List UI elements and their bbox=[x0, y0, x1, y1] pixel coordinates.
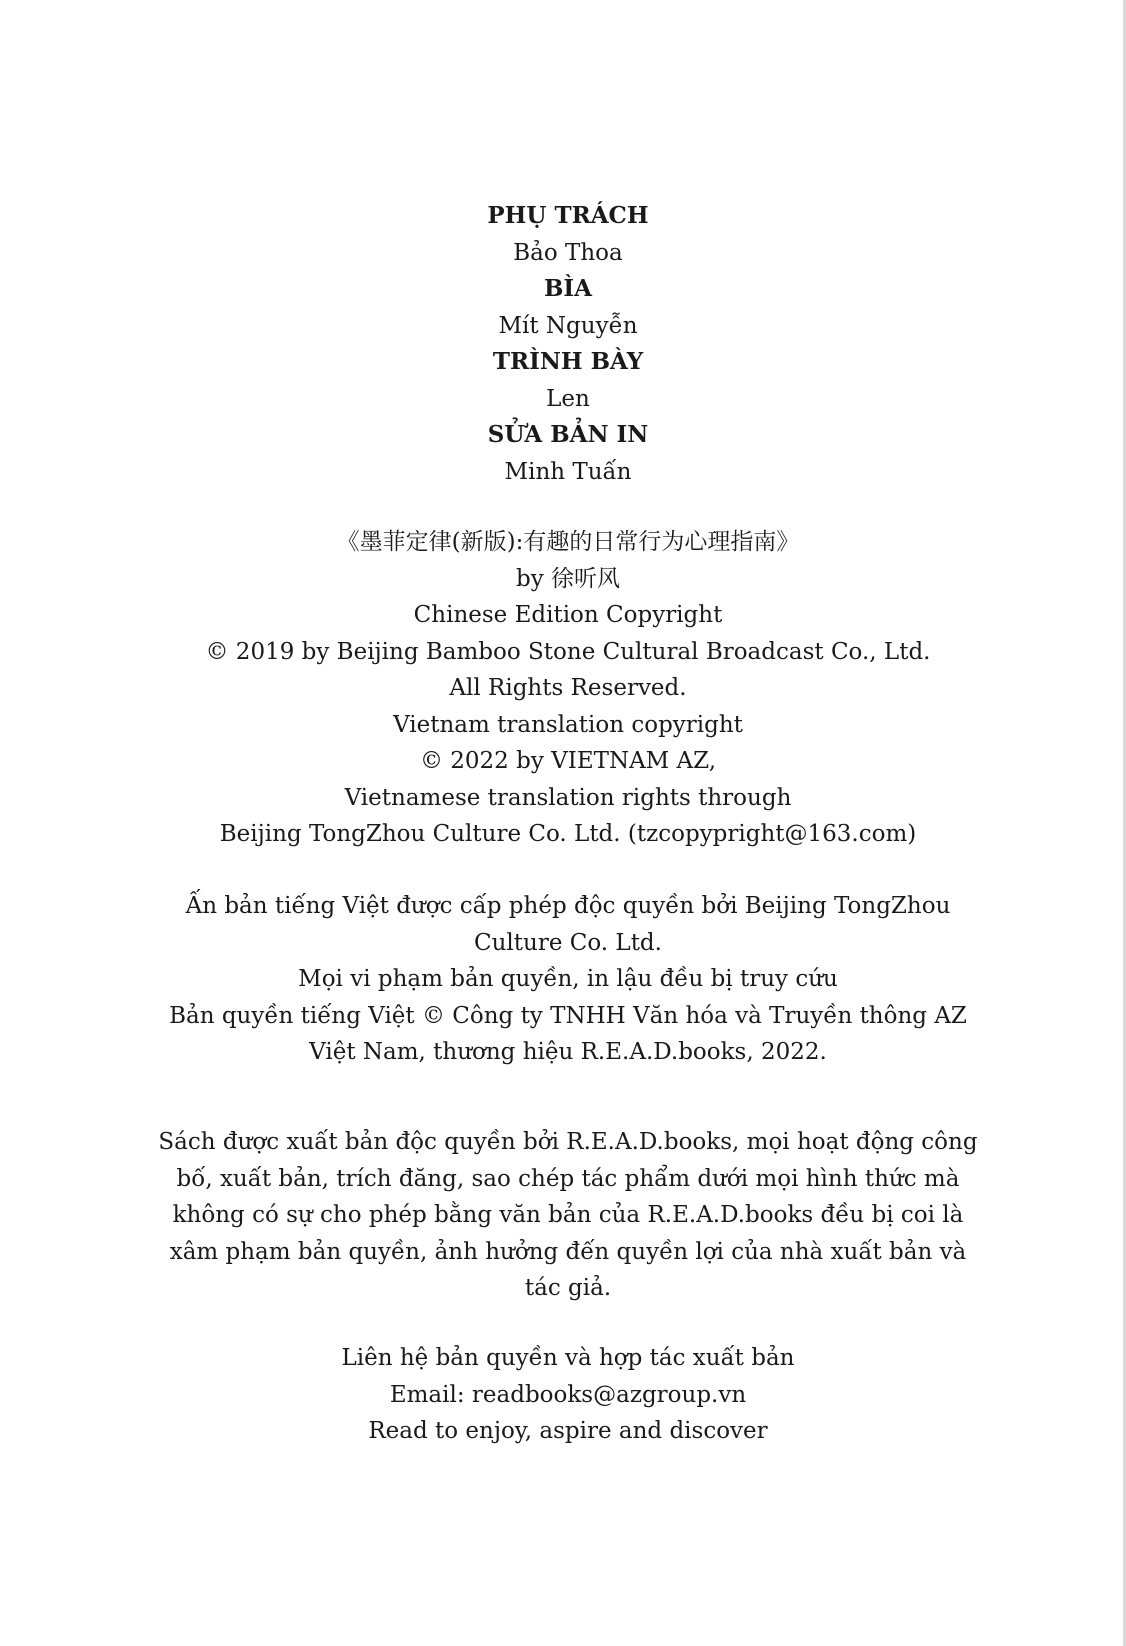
notice-line: Sách được xuất bản độc quyền bởi R.E.A.D.books, mọi hoạt động công bbox=[158, 1129, 978, 1155]
copyright-line: Vietnam translation copyright bbox=[393, 711, 743, 738]
copyright-block bbox=[150, 524, 986, 853]
credits-block bbox=[150, 198, 986, 490]
credit-name: Bảo Thoa bbox=[513, 239, 623, 266]
credit-role: SỬA BẢN IN bbox=[487, 421, 649, 448]
license-line: Culture Co. Ltd. bbox=[474, 929, 662, 956]
notice-line: không có sự cho phép bằng văn bản của R.E.A.D.books đều bị coi là bbox=[172, 1202, 964, 1228]
original-title: 《墨菲定律(新版):有趣的日常行为心理指南》 bbox=[336, 529, 800, 555]
contact-heading: Liên hệ bản quyền và hợp tác xuất bản bbox=[341, 1345, 795, 1371]
credit-role: TRÌNH BÀY bbox=[492, 348, 644, 375]
original-author: by 徐听风 bbox=[515, 565, 621, 592]
copyright-line: Beijing TongZhou Culture Co. Ltd. (tzcopypright@163.com) bbox=[219, 821, 917, 847]
contact-email: Email: readbooks@azgroup.vn bbox=[389, 1381, 747, 1408]
license-block bbox=[150, 888, 986, 1071]
copyright-line: All Rights Reserved. bbox=[449, 675, 687, 701]
notice-line: xâm phạm bản quyền, ảnh hưởng đến quyền lợi của nhà xuất bản và bbox=[169, 1238, 967, 1265]
copyright-line: © 2019 by Beijing Bamboo Stone Cultural Broadcast Co., Ltd. bbox=[205, 638, 931, 665]
license-line: Việt Nam, thương hiệu R.E.A.D.books, 2022. bbox=[309, 1039, 827, 1065]
slogan: Read to enjoy, aspire and discover bbox=[368, 1418, 768, 1444]
license-line: Bản quyền tiếng Việt © Công ty TNHH Văn hóa và Truyền thông AZ bbox=[169, 1002, 967, 1029]
legal-notice-block bbox=[150, 1124, 986, 1307]
license-line: Mọi vi phạm bản quyền, in lậu đều bị truy cứu bbox=[298, 966, 838, 992]
copyright-line: Chinese Edition Copyright bbox=[413, 602, 723, 628]
notice-line: tác giả. bbox=[524, 1275, 612, 1301]
license-line: Ấn bản tiếng Việt được cấp phép độc quyền bởi Beijing TongZhou bbox=[185, 893, 951, 919]
contact-block bbox=[150, 1340, 986, 1450]
credit-name: Len bbox=[546, 385, 590, 412]
credit-role: PHỤ TRÁCH bbox=[487, 202, 649, 229]
copyright-line: Vietnamese translation rights through bbox=[344, 784, 792, 811]
credit-name: Mít Nguyễn bbox=[498, 312, 638, 339]
credit-name: Minh Tuấn bbox=[504, 458, 632, 485]
copyright-line: © 2022 by VIETNAM AZ, bbox=[419, 748, 717, 774]
notice-line: bố, xuất bản, trích đăng, sao chép tác phẩm dưới mọi hình thức mà bbox=[176, 1165, 960, 1192]
credit-role: BÌA bbox=[543, 275, 593, 302]
